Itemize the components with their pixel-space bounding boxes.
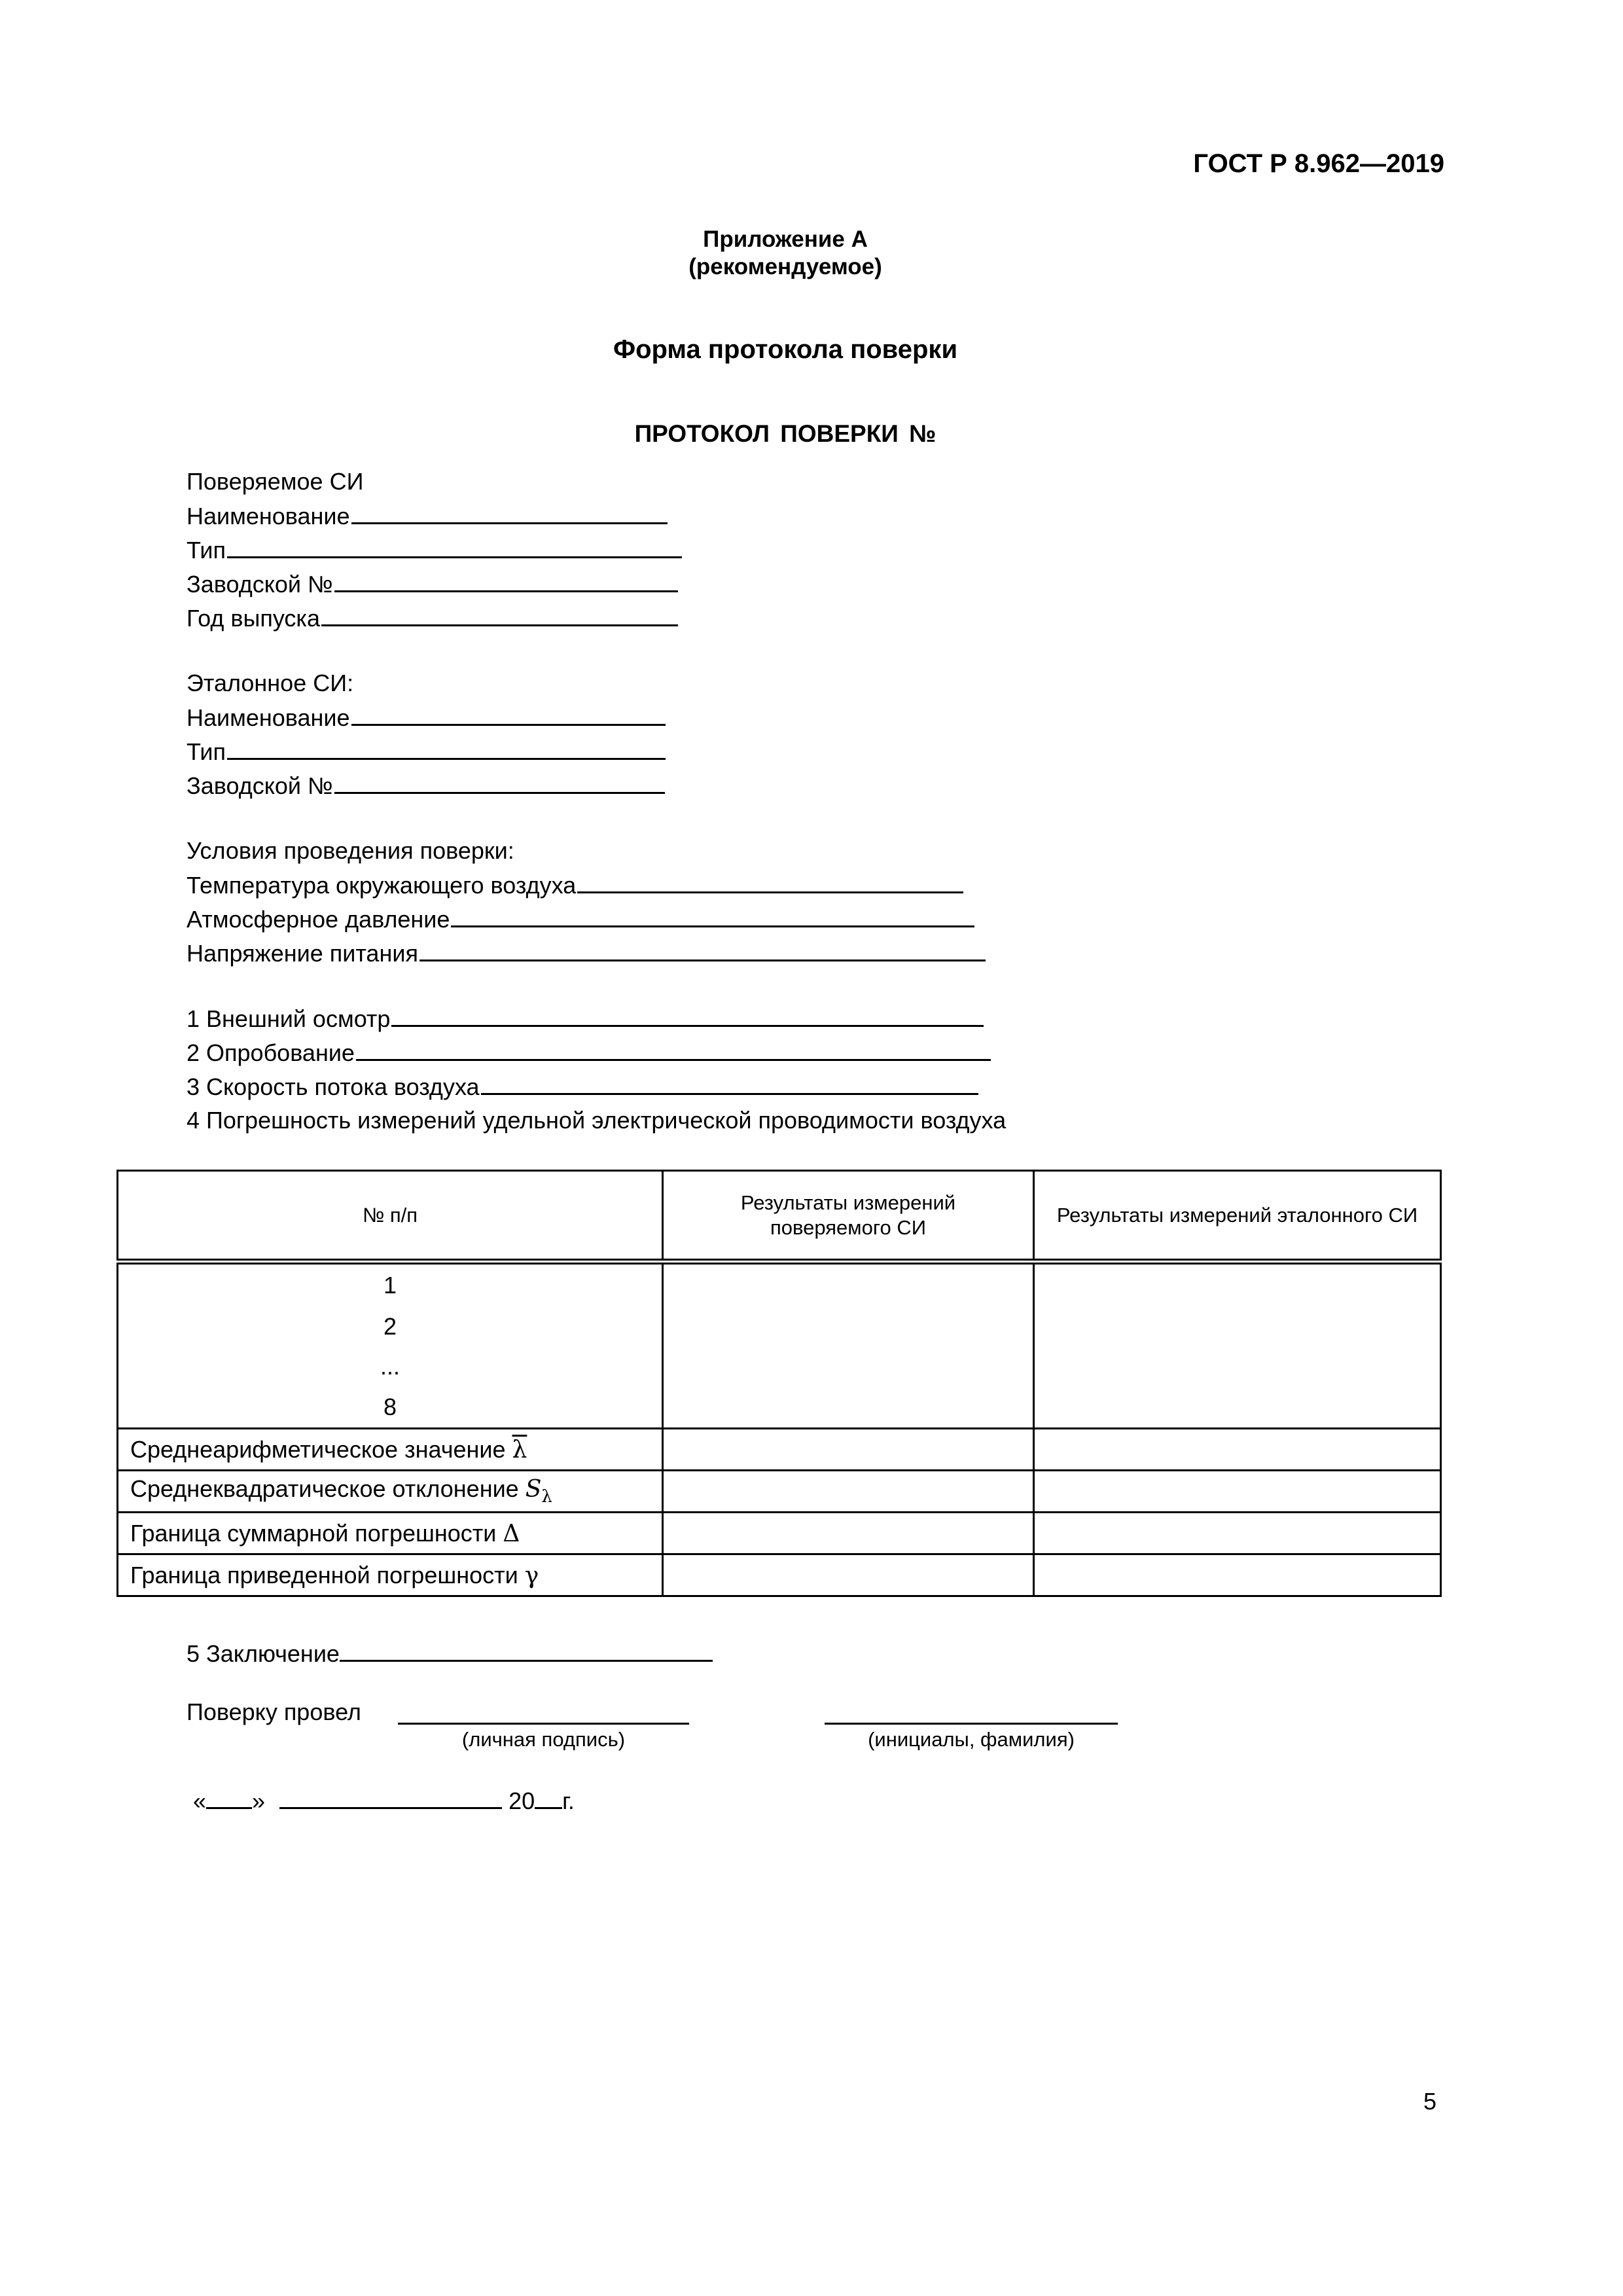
field-label: Год выпуска xyxy=(187,605,320,632)
reduced-error-label xyxy=(118,1554,663,1596)
field-label: Заводской № xyxy=(187,772,333,799)
table-row xyxy=(118,1513,1441,1554)
table-row xyxy=(118,1554,1441,1596)
verified-type-field[interactable] xyxy=(187,533,682,567)
blank-line[interactable] xyxy=(391,1001,984,1027)
reference-results-cell[interactable] xyxy=(1034,1262,1441,1429)
air-flow-field[interactable] xyxy=(187,1069,1006,1103)
verified-year-field[interactable] xyxy=(187,601,682,635)
verified-instrument-heading: Поверяемое СИ xyxy=(187,468,364,495)
blank-line[interactable] xyxy=(481,1069,978,1095)
table-row xyxy=(118,1429,1441,1471)
reference-type-field[interactable] xyxy=(187,734,666,768)
close-quote: » xyxy=(252,1787,266,1814)
stat-label-text: Граница приведенной погрешности xyxy=(130,1561,525,1588)
blank-line[interactable] xyxy=(351,499,668,524)
column-header-verified-results xyxy=(663,1171,1034,1262)
row-number: 8 xyxy=(383,1393,397,1420)
reference-mean-cell[interactable] xyxy=(1034,1429,1441,1471)
pressure-field[interactable] xyxy=(187,902,986,936)
month-blank[interactable] xyxy=(279,1784,502,1809)
blank-line[interactable] xyxy=(351,700,666,726)
blank-line[interactable] xyxy=(419,936,986,961)
conditions-heading: Условия проведения поверки: xyxy=(187,837,514,864)
blank-line[interactable] xyxy=(227,533,682,558)
signed-by-label: Поверку провел xyxy=(187,1698,361,1725)
s-symbol: S xyxy=(525,1476,542,1503)
appendix-title: Приложение А xyxy=(703,226,868,252)
page-number: 5 xyxy=(1423,2088,1436,2115)
row-number: ... xyxy=(380,1353,400,1380)
blank-line[interactable] xyxy=(321,601,678,626)
field-label: 1 Внешний осмотр xyxy=(187,1005,391,1032)
blank-line[interactable] xyxy=(451,902,974,927)
table-header-row xyxy=(118,1171,1441,1262)
conditions-section xyxy=(187,834,986,970)
signature-line[interactable] xyxy=(398,1723,689,1725)
year-suffix: г. xyxy=(562,1787,575,1814)
field-label: Тип xyxy=(187,738,226,765)
day-blank[interactable] xyxy=(206,1784,252,1809)
reference-name-field[interactable] xyxy=(187,700,666,734)
appendix-heading xyxy=(0,226,1571,281)
field-label: Заводской № xyxy=(187,571,333,598)
total-error-label xyxy=(118,1513,663,1554)
reference-instrument-heading: Эталонное СИ: xyxy=(187,670,354,696)
appendix-status: (рекомендуемое) xyxy=(688,254,882,279)
reference-total-error-cell[interactable] xyxy=(1034,1513,1441,1554)
measurement-numbers-cell xyxy=(118,1262,663,1429)
verified-instrument-section xyxy=(187,465,682,635)
verified-std-cell[interactable] xyxy=(663,1471,1034,1513)
header-text: Результаты измерений поверяемого СИ xyxy=(740,1191,956,1239)
blank-line[interactable] xyxy=(340,1636,713,1662)
lambda-bar-symbol: $\overline{\lambda}$ xyxy=(512,1436,527,1463)
verified-mean-cell[interactable] xyxy=(663,1429,1034,1471)
signature-caption: (личная подпись) xyxy=(461,1728,626,1751)
conclusion-field[interactable] xyxy=(187,1636,713,1668)
column-header-reference-results xyxy=(1034,1171,1441,1262)
date-field xyxy=(193,1784,575,1815)
row-number: 1 xyxy=(383,1272,397,1299)
reference-instrument-section xyxy=(187,666,666,802)
gamma-symbol: γ xyxy=(524,1562,539,1589)
verified-name-field[interactable] xyxy=(187,499,682,533)
results-table xyxy=(116,1170,1442,1597)
blank-line[interactable] xyxy=(356,1035,991,1061)
stat-label-text: Среднеарифметическое значение xyxy=(130,1435,512,1463)
field-label: Наименование xyxy=(187,704,350,731)
stat-label-text: Среднеквадратическое отклонение xyxy=(130,1475,526,1503)
external-inspection-field[interactable] xyxy=(187,1001,1006,1035)
verification-steps xyxy=(187,1001,1006,1138)
blank-line[interactable] xyxy=(227,734,666,760)
field-label: 2 Опробование xyxy=(187,1039,355,1066)
form-title: Форма протокола поверки xyxy=(613,335,958,364)
blank-line[interactable] xyxy=(334,768,665,794)
reference-serial-field[interactable] xyxy=(187,768,666,802)
voltage-field[interactable] xyxy=(187,936,986,970)
delta-symbol: Δ xyxy=(503,1520,520,1547)
table-row xyxy=(118,1262,1441,1429)
header-text: Результаты измерений эталонного СИ xyxy=(1056,1203,1418,1227)
row-number: 2 xyxy=(383,1313,397,1340)
open-quote: « xyxy=(193,1787,207,1814)
field-label: Атмосферное давление xyxy=(187,906,450,933)
field-label: Тип xyxy=(187,537,226,564)
field-label: Температура окружающего воздуха xyxy=(187,872,577,899)
column-header-number: № п/п xyxy=(118,1171,663,1262)
table-row xyxy=(118,1471,1441,1513)
reference-reduced-error-cell[interactable] xyxy=(1034,1554,1441,1596)
year-blank[interactable] xyxy=(535,1784,562,1809)
verified-reduced-error-cell[interactable] xyxy=(663,1554,1034,1596)
reference-std-cell[interactable] xyxy=(1034,1471,1441,1513)
error-measurement-heading: 4 Погрешность измерений удельной электрической проводимости воздуха xyxy=(187,1107,1007,1134)
std-deviation-label xyxy=(118,1471,663,1513)
verified-total-error-cell[interactable] xyxy=(663,1513,1034,1554)
year-prefix: 20 xyxy=(508,1787,535,1814)
name-caption: (инициалы, фамилия) xyxy=(868,1728,1075,1751)
testing-field[interactable] xyxy=(187,1035,1006,1069)
name-line[interactable] xyxy=(825,1723,1118,1725)
stat-label-text: Граница суммарной погрешности xyxy=(130,1519,503,1547)
field-label: Напряжение питания xyxy=(187,940,418,967)
mean-value-label xyxy=(118,1429,663,1471)
document-code: ГОСТ Р 8.962—2019 xyxy=(1193,149,1444,178)
temperature-field[interactable] xyxy=(187,868,986,902)
field-label: Наименование xyxy=(187,503,350,529)
blank-line[interactable] xyxy=(334,567,678,592)
field-label: 3 Скорость потока воздуха xyxy=(187,1073,480,1100)
conclusion-label: 5 Заключение xyxy=(187,1640,340,1667)
protocol-title: ПРОТОКОЛ ПОВЕРКИ № xyxy=(634,420,936,447)
verified-serial-field[interactable] xyxy=(187,567,682,601)
verified-results-cell[interactable] xyxy=(663,1262,1034,1429)
blank-line[interactable] xyxy=(577,868,963,893)
lambda-subscript: λ xyxy=(541,1487,552,1507)
